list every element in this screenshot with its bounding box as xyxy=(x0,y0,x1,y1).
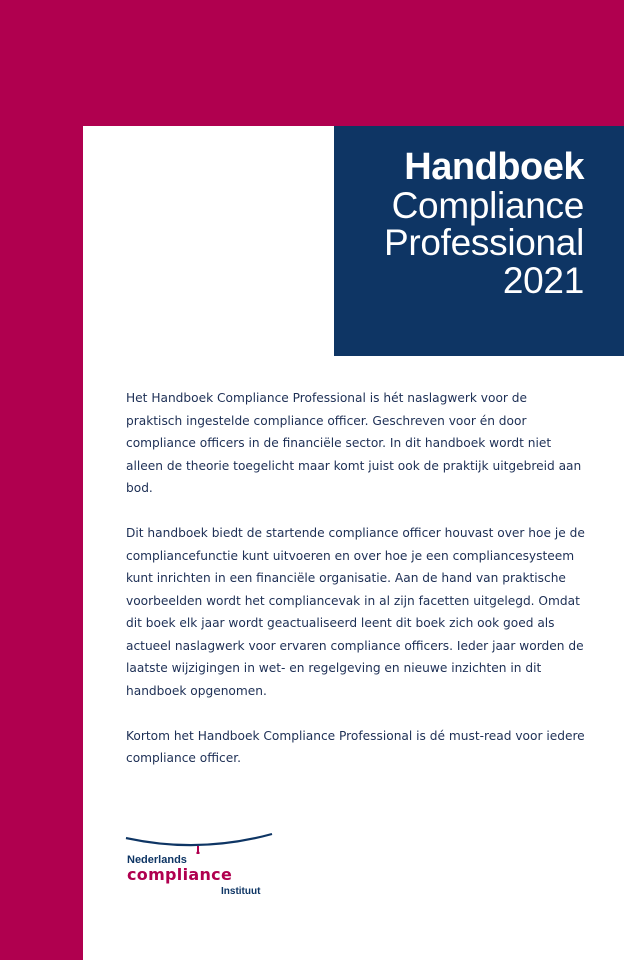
logo-line-1: Nederlands xyxy=(127,854,187,866)
description xyxy=(126,387,586,792)
publisher-logo xyxy=(124,832,294,907)
title-line-3: Professional xyxy=(383,222,584,264)
title-block xyxy=(334,126,624,356)
paragraph-1: Het Handboek Compliance Professional is hét naslagwerk voor de praktisch ingestelde compliance officer. Geschreven voor én door compliance officers in de financiële sector. In dit handboek wordt niet alleen de theorie toegelicht maar komt juist ook de praktijk uitgebreid aan bod. xyxy=(126,391,582,495)
paragraph-2: Dit handboek biedt de startende compliance officer houvast over hoe je de compliancefunctie kunt uitvoeren en over hoe je een compliancesysteem kunt inrichten in een financiële organisatie. Aan de hand van praktische voorbeelden wordt het compliancevak in al zijn facetten uitgelegd. Omdat dit boek elk jaar wordt geactualiseerd leent dit boek zich ook goed als actueel naslagwerk voor ervaren compliance officers. Ieder jaar worden de laatste wijzigingen in wet- en regelgeving en nieuwe inzichten in dit handboek opgenomen. xyxy=(126,526,585,698)
title-line-4: 2021 xyxy=(502,260,584,302)
title-line-2: Compliance xyxy=(391,184,584,226)
paragraph-3: Kortom het Handboek Compliance Professional is dé must-read voor iedere compliance officer. xyxy=(126,728,585,765)
logo-line-2: compliance xyxy=(127,865,233,884)
logo-arc-icon xyxy=(124,832,274,854)
title-line-1: Handboek xyxy=(404,146,584,188)
logo-line-3: Instituut xyxy=(221,886,261,897)
